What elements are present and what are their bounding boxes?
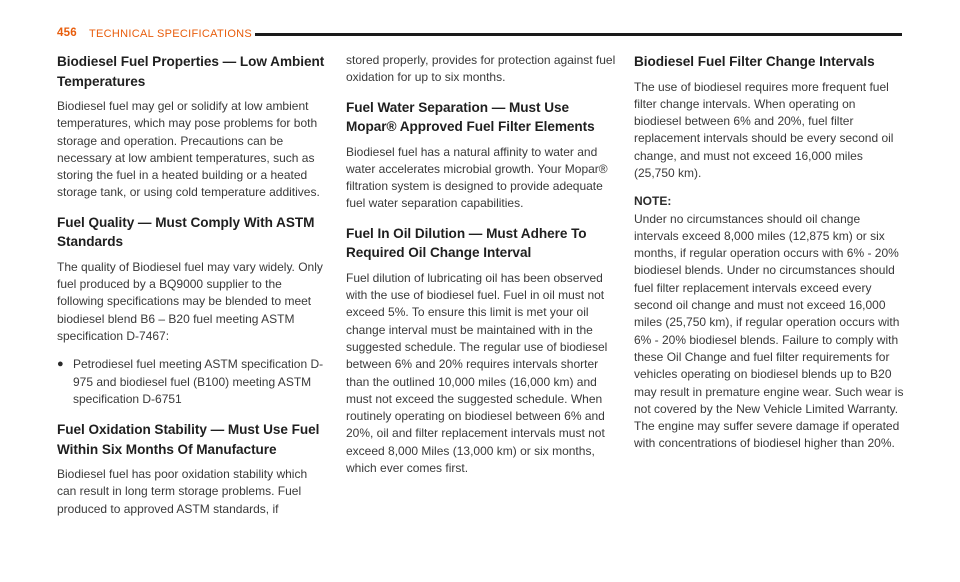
section-title: TECHNICAL SPECIFICATIONS [89, 28, 253, 40]
column-left [57, 52, 327, 529]
paragraph-water-separation: Biodiesel fuel has a natural affinity to water and water accelerates microbial growth. Your Mopar® filtration system is designed to provide adequate fuel water separation capabilities. [346, 144, 608, 211]
heading-fuel-water-separation: Fuel Water Separation — Must Use Mopar® Approved Fuel Filter Elements [346, 99, 595, 135]
column-middle [346, 52, 616, 488]
header-rule [255, 33, 902, 36]
list-item [57, 356, 327, 408]
heading-low-ambient-temperatures: Biodiesel Fuel Properties — Low Ambient Temperatures [57, 54, 325, 89]
heading-filter-change-intervals: Biodiesel Fuel Filter Change Intervals [634, 54, 875, 69]
heading-fuel-in-oil-dilution: Fuel In Oil Dilution — Must Adhere To Required Oil Change Interval [346, 225, 587, 261]
note-label: NOTE: [634, 194, 672, 209]
paragraph-fuel-quality: The quality of Biodiesel fuel may vary widely. Only fuel produced by a BQ9000 supplier to the following specifications may be blended to meet biodiesel blend B6 – B20 fuel meeting ASTM specification D-7467: [57, 259, 323, 343]
heading-fuel-oxidation-stability: Fuel Oxidation Stability — Must Use Fuel Within Six Months Of Manufacture [57, 422, 320, 457]
paragraph-filter-intervals: The use of biodiesel requires more frequent fuel filter change intervals. When operating on biodiesel between 6% and 20%, fuel filter replacement intervals should be every second oil change, and must not exceed 16,000 miles (25,750 km). [634, 79, 894, 180]
page-number: 456 [57, 27, 77, 39]
paragraph-low-ambient: Biodiesel fuel may gel or solidify at low ambient temperatures, which may pose problems for both storage and operation. Precautions can be necessary at low ambient temperatures, such as storing the fuel in a heated building or a heated storage tank, or using cold temperature additives. [57, 99, 320, 200]
page-header [57, 27, 902, 41]
bullet-text: Petrodiesel fuel meeting ASTM specification D-975 and biodiesel fuel (B100) meeting ASTM specification D-6751 [73, 357, 324, 406]
bullet-dot-icon: ● [57, 358, 64, 371]
paragraph-oxidation-continued: stored properly, provides for protection against fuel oxidation for up to six months. [346, 53, 616, 85]
paragraph-oxidation: Biodiesel fuel has poor oxidation stability which can result in long term storage problems. Fuel produced to approved ASTM standards, if [57, 467, 308, 516]
note-text: Under no circumstances should oil change intervals exceed 8,000 miles (12,875 km) or six months, if regular operation occurs with 6% - 20% biodiesel blends. Under no circumstances should fuel filter replacement intervals exceed every second oil change and must not exceed 16,000 miles (25,750 km), if regular operation occurs with 6% - 20% biodiesel blends. Failure to comply with these Oil Change and fuel filter requirements for vehicles operating on biodiesel blends up to B20 may result in premature engine wear. Such wear is not covered by the New Vehicle Limited Warranty. The engine may suffer severe damage if operated with concentrations of biodiesel higher than 20%. [634, 211, 904, 451]
heading-fuel-quality: Fuel Quality — Must Comply With ASTM Standards [57, 214, 315, 250]
column-right [634, 52, 906, 453]
paragraph-oil-dilution: Fuel dilution of lubricating oil has been observed with the use of biodiesel fuel. Fuel in oil must not exceed 5%. To ensure this limit is met your oil change interval must be maintained with in the suggested schedule. The regular use of biodiesel between 6% and 20% requires intervals shorter than the outlined 10,000 miles (16,000 km) and must not exceed the suggested schedule. When routinely operating on biodiesel between 6% and 20%, oil and filter replacement intervals must not exceed 8,000 Miles (13,000 km) or six months, which ever comes first. [346, 270, 608, 476]
